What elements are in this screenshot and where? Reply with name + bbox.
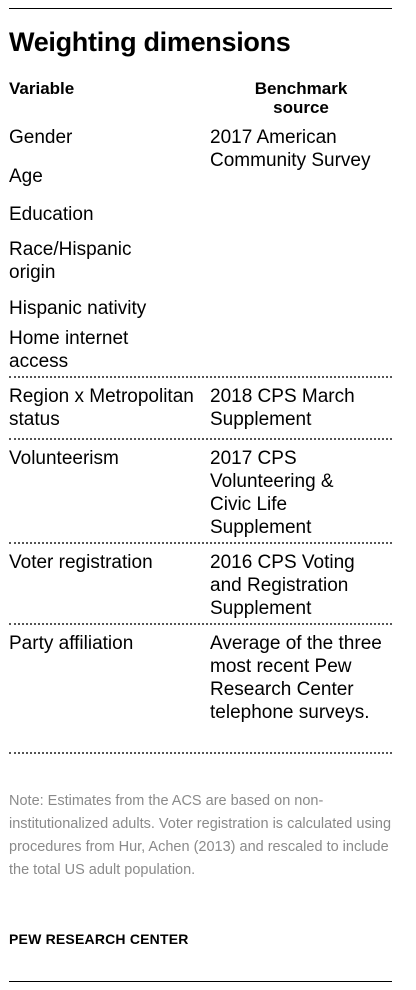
variable-voter-registration: Voter registration	[9, 552, 153, 573]
top-rule	[9, 8, 392, 9]
source-credit: PEW RESEARCH CENTER	[9, 931, 189, 947]
source-column-header	[212, 79, 390, 117]
variable-hispanic-nativity: Hispanic nativity	[9, 298, 147, 319]
variable-home-internet-access: Home internet access	[9, 328, 129, 372]
variable-age: Age	[9, 166, 43, 187]
row-divider	[9, 376, 392, 378]
page-title: Weighting dimensions	[9, 27, 291, 57]
variable-volunteerism: Volunteerism	[9, 448, 119, 469]
row-divider	[9, 438, 392, 440]
source-pew-surveys: Average of the three most recent Pew Research Center telephone surveys.	[210, 633, 382, 723]
table-bottom-divider	[9, 752, 392, 754]
source-header-line2: source	[273, 98, 329, 117]
variable-party-affiliation: Party affiliation	[9, 633, 134, 654]
source-cps-volunteering: 2017 CPS Volunteering & Civic Life Supplement	[210, 448, 334, 538]
source-cps-march: 2018 CPS March Supplement	[210, 386, 355, 430]
bottom-rule	[9, 981, 392, 982]
source-acs: 2017 American Community Survey	[210, 127, 371, 171]
source-cps-voting: 2016 CPS Voting and Registration Supplement	[210, 552, 355, 619]
variable-region-metro: Region x Metropolitan status	[9, 386, 194, 430]
row-divider	[9, 623, 392, 625]
footnote: Note: Estimates from the ACS are based on non-institutionalized adults. Voter registration is calculated using procedures from Hur, Achen (2013) and rescaled to include the total US adult population.	[9, 793, 392, 878]
variable-education: Education	[9, 204, 94, 225]
row-divider	[9, 542, 392, 544]
variable-gender: Gender	[9, 127, 73, 148]
source-header-line1: Benchmark	[254, 79, 348, 98]
variable-race-hispanic-origin: Race/Hispanic origin	[9, 239, 132, 283]
variable-column-header: Variable	[9, 79, 75, 98]
